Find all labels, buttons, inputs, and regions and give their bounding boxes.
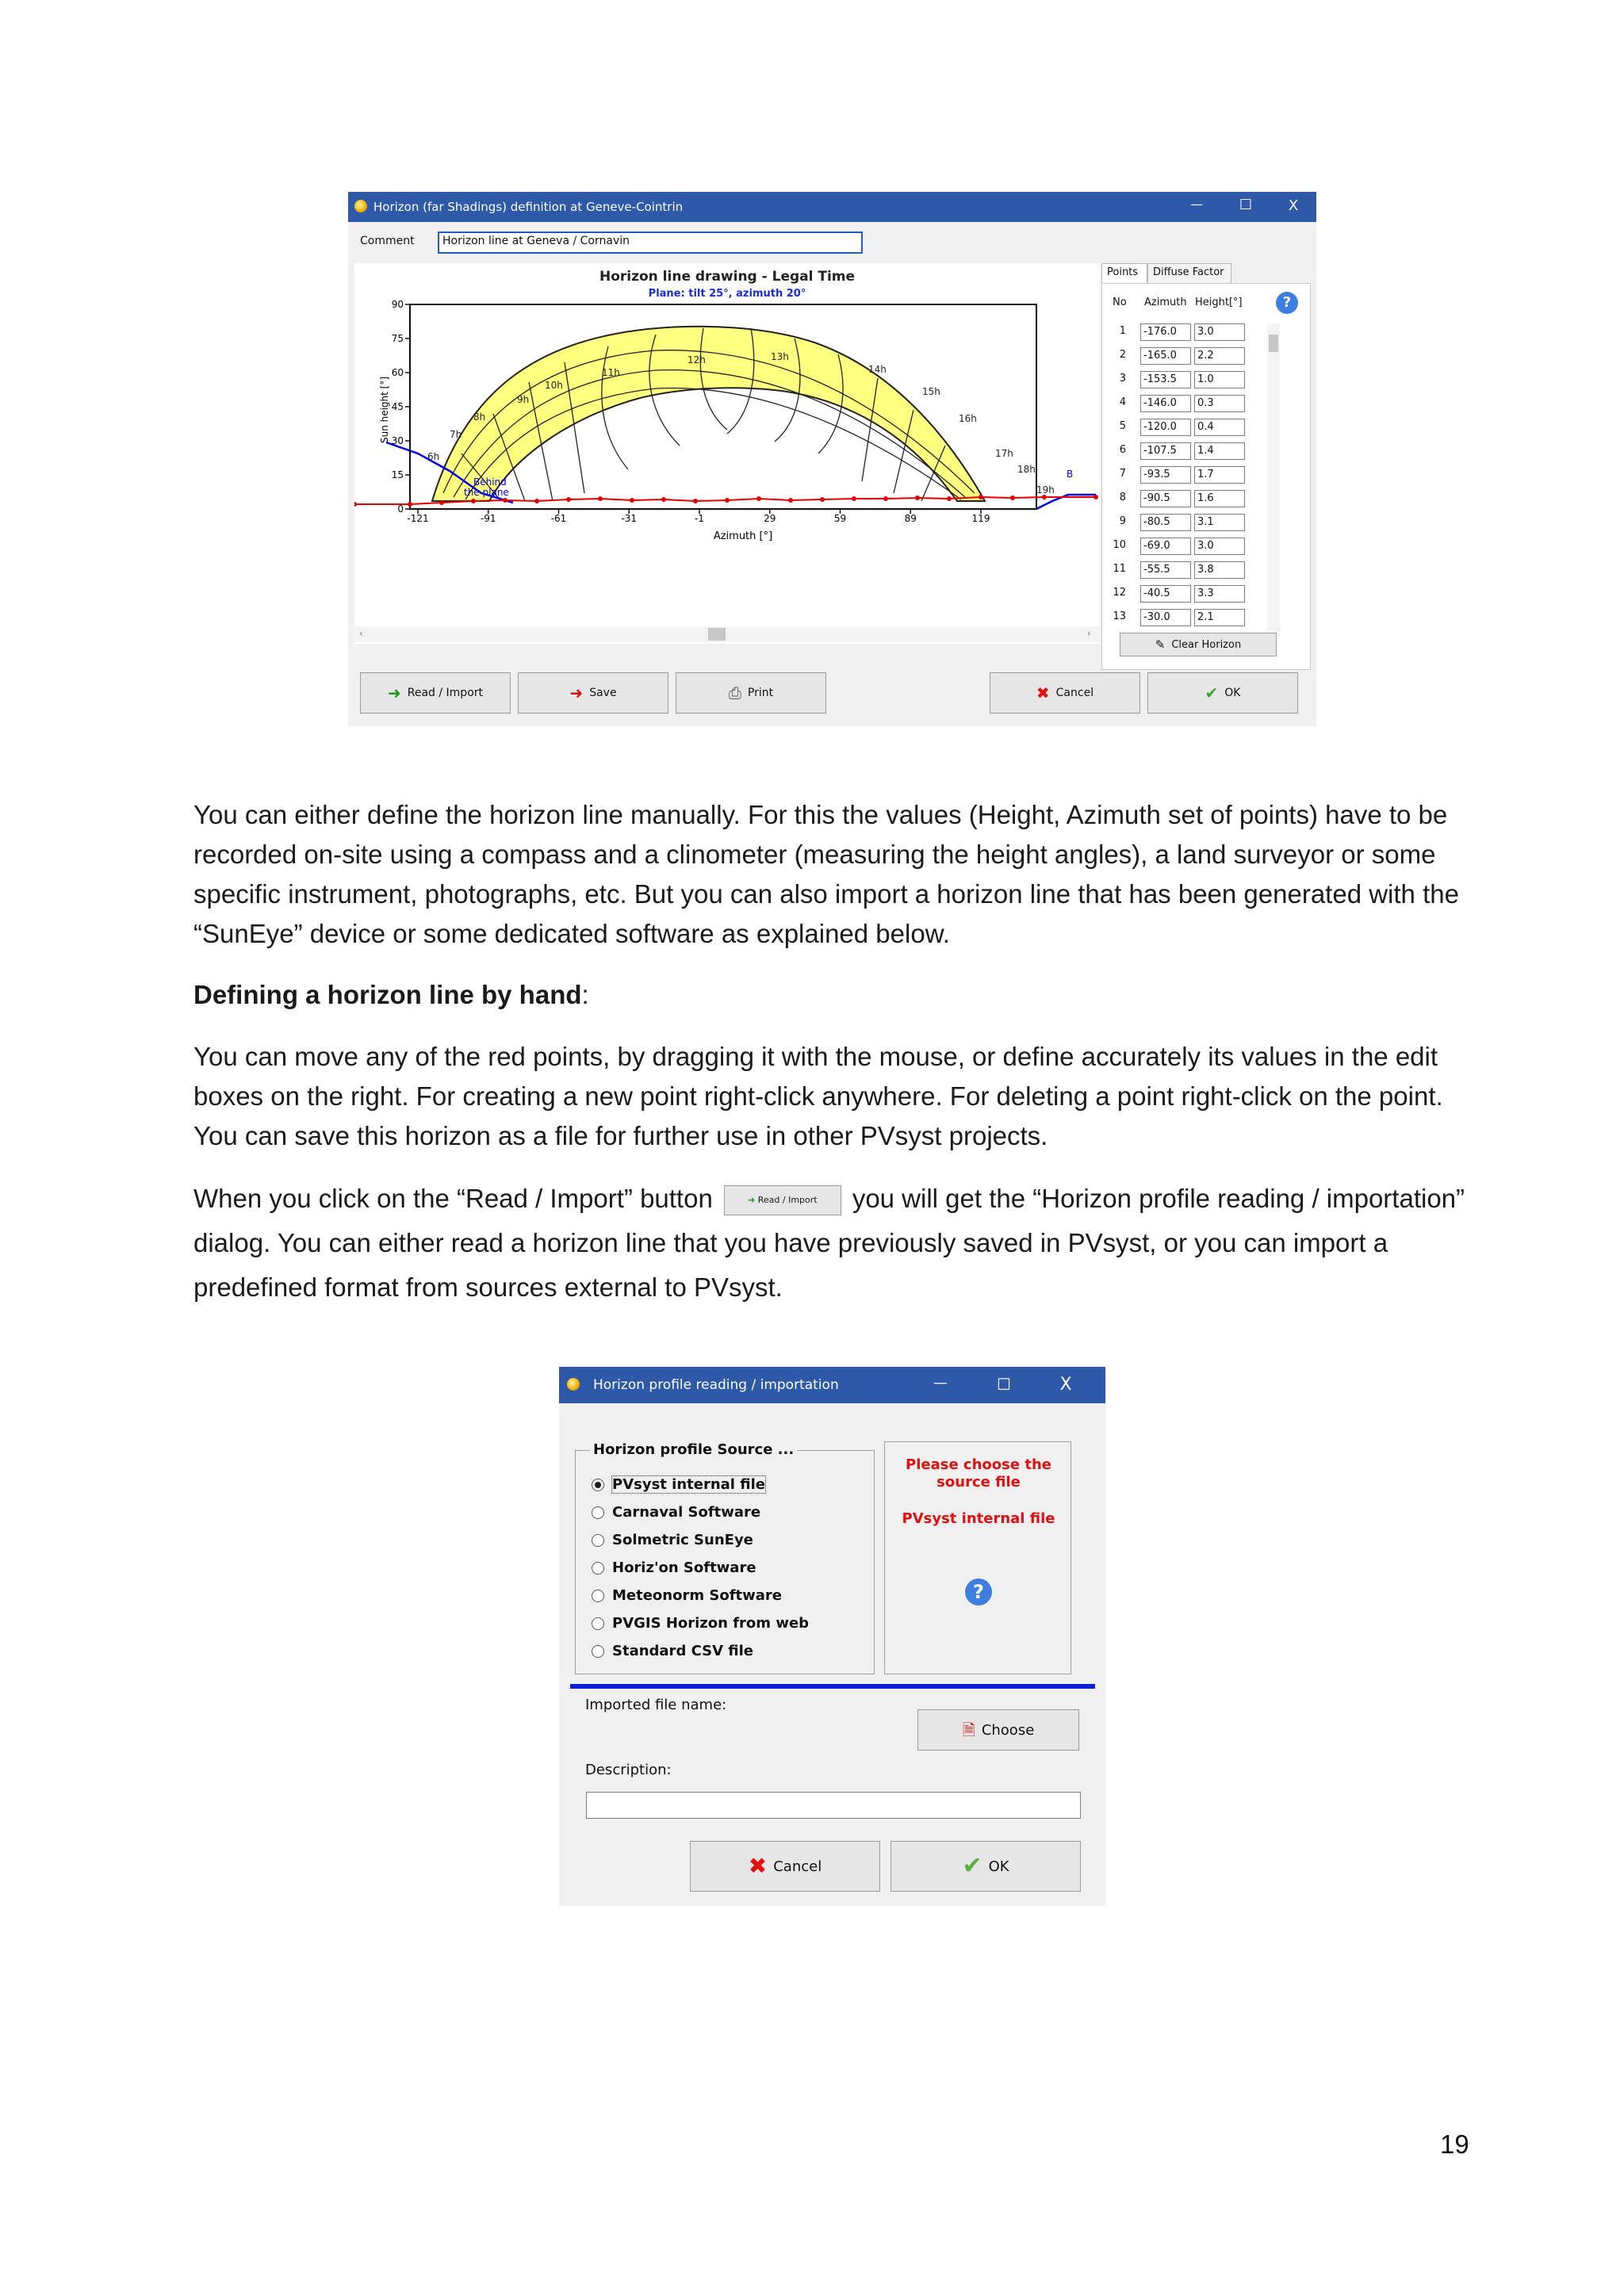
horizon-point[interactable] — [534, 499, 539, 503]
close-icon[interactable]: X — [1288, 197, 1299, 214]
cancel-button-2[interactable] — [690, 1841, 880, 1892]
paragraph-import-b: you will get the “Horizon profile reading / importation” dialog. You can either read a horizon line that you have previously saved in PVsyst, or you can import a predefined format from sources external to PVsyst. — [193, 1184, 1465, 1302]
horizon-point[interactable] — [693, 499, 698, 503]
row-number: 8 — [1119, 492, 1126, 503]
x-axis-label: Azimuth [°] — [713, 530, 773, 542]
section-heading-colon: : — [581, 980, 589, 1009]
horizon-point[interactable] — [756, 496, 761, 501]
y-tick-label: 60 — [391, 367, 404, 378]
y-ticks — [392, 299, 410, 515]
cancel-x-icon: ✖ — [1036, 683, 1050, 702]
ok-check-icon-2: ✔ — [962, 1852, 982, 1880]
row-number: 2 — [1119, 349, 1126, 361]
print-button[interactable] — [676, 672, 826, 714]
y-axis-label: Sun height [°] — [379, 376, 390, 444]
source-option[interactable] — [592, 1532, 753, 1548]
cancel-x-icon-2: ✖ — [748, 1853, 768, 1879]
height-field[interactable]: 1.0 — [1194, 371, 1245, 388]
horizon-point[interactable] — [566, 497, 571, 502]
horizontal-scrollbar[interactable] — [354, 626, 1100, 642]
dialog1-titlebar — [348, 192, 1316, 222]
comment-input[interactable]: Horizon line at Geneva / Cornavin — [438, 232, 863, 254]
azimuth-field[interactable]: -90.5 — [1140, 490, 1191, 507]
inline-import-arrow-icon: ➜ — [748, 1195, 758, 1206]
section-heading-bold: Defining a horizon line by hand — [193, 980, 582, 1009]
minimize-icon-2[interactable]: — — [933, 1375, 948, 1391]
hour-label: 14h — [868, 364, 887, 375]
height-field[interactable]: 0.3 — [1194, 395, 1245, 412]
choose-file-icon: 🗎 — [962, 1720, 975, 1739]
horizon-point[interactable] — [354, 502, 357, 507]
hour-label: 6h — [427, 451, 440, 462]
x-ticks — [407, 509, 990, 524]
horizon-chart[interactable] — [354, 263, 1100, 644]
ok-label: OK — [1224, 687, 1241, 699]
horizon-point[interactable] — [852, 496, 856, 501]
source-option[interactable] — [592, 1504, 760, 1521]
row-number: 10 — [1113, 539, 1126, 551]
radio-button[interactable] — [592, 1534, 604, 1547]
hour-label: 9h — [517, 394, 530, 405]
plot-title: Horizon line drawing - Legal Time — [599, 269, 856, 285]
paragraph-manual: You can move any of the red points, by dragging it with the mouse, or define accurately its values in the edit boxes on the right. For creating a new point right-click anywhere. For deleting a point right-click on the point. You can save this horizon as a file for further use in other PVsyst projects. — [193, 1042, 1443, 1150]
source-option[interactable] — [592, 1615, 809, 1632]
height-field[interactable]: 2.2 — [1194, 347, 1245, 365]
comment-label: Comment — [360, 235, 415, 247]
height-field[interactable]: 1.4 — [1194, 442, 1245, 460]
scroll-right-icon[interactable]: › — [1087, 628, 1091, 639]
source-option[interactable] — [592, 1643, 753, 1659]
radio-button[interactable] — [592, 1590, 604, 1602]
row-number: 4 — [1119, 396, 1126, 408]
col-no-header: No — [1113, 297, 1127, 308]
source-option-label: Carnaval Software — [612, 1504, 761, 1521]
source-option[interactable] — [592, 1587, 782, 1604]
horizon-point[interactable] — [947, 496, 952, 501]
app-sun-icon — [354, 200, 367, 212]
horizon-point[interactable] — [725, 498, 730, 503]
horizon-point[interactable] — [471, 499, 476, 503]
import-arrow-icon: ➜ — [387, 683, 401, 702]
cancel-label-2: Cancel — [773, 1858, 822, 1875]
page-number: 19 — [1440, 2130, 1469, 2159]
source-option[interactable] — [592, 1476, 765, 1493]
horizon-point[interactable] — [503, 498, 508, 503]
radio-button[interactable] — [592, 1506, 604, 1519]
imported-file-label: Imported file name: — [585, 1697, 727, 1713]
azimuth-field[interactable]: -69.0 — [1140, 538, 1191, 555]
choose-button[interactable] — [917, 1709, 1079, 1751]
horizon-point[interactable] — [1094, 495, 1098, 499]
x-tick-label: 59 — [833, 513, 847, 524]
plane-b-label: B — [1067, 469, 1074, 480]
plane-label-2: the plane — [464, 487, 509, 498]
y-tick-label: 15 — [391, 469, 404, 480]
row-number: 3 — [1119, 373, 1126, 385]
horizon-definition-dialog — [348, 192, 1316, 726]
vertical-scrollbar[interactable] — [1267, 323, 1280, 637]
azimuth-field[interactable]: -30.0 — [1140, 609, 1191, 626]
save-arrow-icon: ➜ — [569, 683, 584, 702]
info-prompt-line1: Please choose the — [906, 1456, 1051, 1473]
radio-button[interactable] — [592, 1562, 604, 1575]
azimuth-field[interactable]: -153.5 — [1140, 371, 1191, 388]
maximize-icon[interactable]: ☐ — [1239, 197, 1253, 213]
horizon-point[interactable] — [1010, 496, 1015, 500]
row-number: 12 — [1113, 587, 1126, 599]
radio-button[interactable] — [592, 1479, 604, 1491]
cancel-button[interactable] — [990, 672, 1140, 714]
horizon-point[interactable] — [788, 498, 793, 503]
scroll-thumb[interactable] — [708, 628, 726, 641]
horizon-point[interactable] — [408, 502, 412, 507]
row-number: 1 — [1119, 325, 1126, 337]
y-tick-label: 75 — [391, 333, 404, 344]
azimuth-field[interactable]: -120.0 — [1140, 419, 1191, 436]
horizon-profile-dialog — [559, 1367, 1105, 1906]
ok-button[interactable] — [1147, 672, 1298, 714]
row-number: 9 — [1119, 515, 1126, 527]
dialog2-title: Horizon profile reading / importation — [593, 1377, 839, 1393]
azimuth-field[interactable]: -176.0 — [1140, 323, 1191, 341]
save-label: Save — [589, 687, 617, 699]
hour-label: 12h — [688, 354, 706, 365]
height-field[interactable]: 1.6 — [1194, 490, 1245, 507]
col-height-header: Height[°] — [1195, 297, 1243, 308]
col-azimuth-header: Azimuth — [1144, 297, 1187, 308]
height-field[interactable]: 2.1 — [1194, 609, 1245, 626]
hour-label: 18h — [1017, 464, 1036, 475]
paragraph-import — [193, 1177, 1478, 1310]
y-tick-label: 90 — [391, 299, 404, 310]
hour-label: 19h — [1036, 484, 1055, 496]
height-field[interactable]: 1.7 — [1194, 466, 1245, 484]
height-field[interactable]: 0.4 — [1194, 419, 1245, 436]
app-sun-icon-2 — [567, 1378, 580, 1391]
source-option-label: PVGIS Horizon from web — [612, 1615, 810, 1632]
printer-icon: ⎙ — [728, 683, 741, 702]
azimuth-field[interactable]: -55.5 — [1140, 561, 1191, 579]
read-import-button[interactable] — [360, 672, 511, 714]
horizon-point[interactable] — [598, 496, 603, 501]
inline-read-import-button — [724, 1185, 841, 1215]
source-option-label: Standard CSV file — [612, 1643, 754, 1659]
help-icon-2[interactable]: ? — [965, 1578, 992, 1605]
ok-check-icon: ✔ — [1205, 683, 1219, 702]
x-tick-label: 29 — [764, 513, 776, 524]
points-panel — [1101, 263, 1309, 668]
section-heading — [193, 975, 1478, 1015]
height-field[interactable]: 3.0 — [1194, 323, 1245, 341]
x-tick-label: -91 — [480, 513, 496, 524]
ok-button-2[interactable] — [891, 1841, 1081, 1892]
source-option[interactable] — [592, 1559, 756, 1576]
horizon-point[interactable] — [883, 496, 888, 501]
info-prompt-line2: source file — [936, 1474, 1021, 1490]
y-tick-label: 0 — [397, 503, 404, 515]
hour-label: 7h — [450, 429, 462, 440]
hour-label: 15h — [922, 386, 940, 397]
cancel-label: Cancel — [1055, 687, 1094, 699]
row-number: 13 — [1113, 610, 1126, 622]
tab-points[interactable]: Points — [1101, 263, 1147, 284]
close-icon-2[interactable]: X — [1059, 1375, 1072, 1395]
description-label: Description: — [585, 1762, 672, 1778]
row-number: 6 — [1119, 444, 1126, 456]
azimuth-field[interactable]: -40.5 — [1140, 585, 1191, 603]
choose-label: Choose — [981, 1721, 1035, 1739]
clear-horizon-button[interactable] — [1120, 633, 1277, 656]
source-option-label: Horiz'on Software — [612, 1559, 756, 1576]
hour-label: 16h — [959, 413, 977, 424]
points-table — [1101, 283, 1311, 670]
ok-label-2: OK — [988, 1858, 1009, 1875]
horizon-point[interactable] — [979, 495, 983, 499]
dialog2-titlebar — [559, 1367, 1105, 1403]
azimuth-field[interactable]: -146.0 — [1140, 395, 1191, 412]
horizon-point[interactable] — [630, 498, 634, 503]
height-field[interactable]: 3.3 — [1194, 585, 1245, 603]
hour-label: 11h — [602, 367, 620, 378]
horizon-plot-area[interactable] — [354, 263, 1100, 644]
height-field[interactable]: 3.8 — [1194, 561, 1245, 579]
height-field[interactable]: 3.1 — [1194, 514, 1245, 531]
plot-subtitle: Plane: tilt 25°, azimuth 20° — [648, 288, 806, 300]
tab-diffuse-factor[interactable]: Diffuse Factor — [1147, 263, 1231, 284]
source-group-title: Horizon profile Source ... — [590, 1441, 797, 1458]
x-tick-label: -121 — [407, 513, 429, 524]
horizon-point[interactable] — [820, 497, 825, 502]
hour-label: 10h — [545, 380, 563, 391]
y-tick-label: 45 — [391, 401, 404, 412]
x-tick-label: -1 — [695, 513, 704, 524]
hour-label: 8h — [473, 411, 486, 423]
read-import-label: Read / Import — [407, 687, 484, 699]
x-tick-label: 89 — [904, 513, 917, 524]
print-label: Print — [747, 687, 774, 699]
row-number: 5 — [1119, 420, 1126, 432]
description-input[interactable] — [586, 1792, 1081, 1819]
y-tick-label: 30 — [391, 435, 404, 446]
clear-horizon-label: Clear Horizon — [1171, 638, 1242, 651]
info-panel — [884, 1441, 1071, 1674]
save-button[interactable] — [518, 672, 668, 714]
horizon-point[interactable] — [661, 497, 666, 502]
scroll-left-icon[interactable]: ‹ — [359, 628, 363, 639]
horizon-point[interactable] — [439, 500, 444, 505]
hour-label: 13h — [771, 351, 789, 362]
maximize-icon-2[interactable]: ☐ — [997, 1375, 1011, 1394]
hour-label: 17h — [995, 448, 1013, 459]
source-groupbox — [575, 1441, 875, 1674]
row-number: 7 — [1119, 468, 1126, 480]
x-tick-label: -31 — [621, 513, 638, 524]
azimuth-field[interactable]: -107.5 — [1140, 442, 1191, 460]
source-option-label: Solmetric SunEye — [612, 1532, 753, 1548]
paragraph-import-a: When you click on the “Read / Import” button — [193, 1184, 713, 1213]
help-icon[interactable]: ? — [1276, 292, 1298, 314]
vertical-scroll-thumb[interactable] — [1269, 335, 1278, 352]
x-tick-label: -61 — [550, 513, 567, 524]
source-option-label: PVsyst internal file — [612, 1476, 765, 1493]
row-number: 11 — [1113, 563, 1126, 575]
info-selected-source: PVsyst internal file — [902, 1510, 1055, 1527]
azimuth-field[interactable]: -165.0 — [1140, 347, 1191, 365]
source-option-label: Meteonorm Software — [612, 1587, 783, 1604]
height-field[interactable]: 3.0 — [1194, 538, 1245, 555]
eraser-icon: ✎ — [1155, 637, 1166, 652]
minimize-icon[interactable]: — — [1190, 197, 1203, 212]
paragraph-intro: You can either define the horizon line manually. For this the values (Height, Azimuth set of points) have to be recorded on-site using a compass and a clinometer (measuring the height angles), a land surveyor or some specific instrument, photographs, etc. But you can also import a horizon line that has been generated with the “SunEye” device or some dedicated software as explained below. — [193, 800, 1459, 948]
dialog1-title: Horizon (far Shadings) definition at Geneve-Cointrin — [373, 200, 684, 214]
azimuth-field[interactable]: -93.5 — [1140, 466, 1191, 484]
inline-read-import-label: Read / Import — [757, 1195, 818, 1206]
radio-button[interactable] — [592, 1645, 604, 1658]
divider-bar — [570, 1684, 1095, 1689]
radio-button[interactable] — [592, 1617, 604, 1630]
horizon-point[interactable] — [915, 496, 920, 500]
plane-label-1: Behind — [473, 476, 507, 488]
x-tick-label: 119 — [971, 513, 990, 524]
azimuth-field[interactable]: -80.5 — [1140, 514, 1191, 531]
